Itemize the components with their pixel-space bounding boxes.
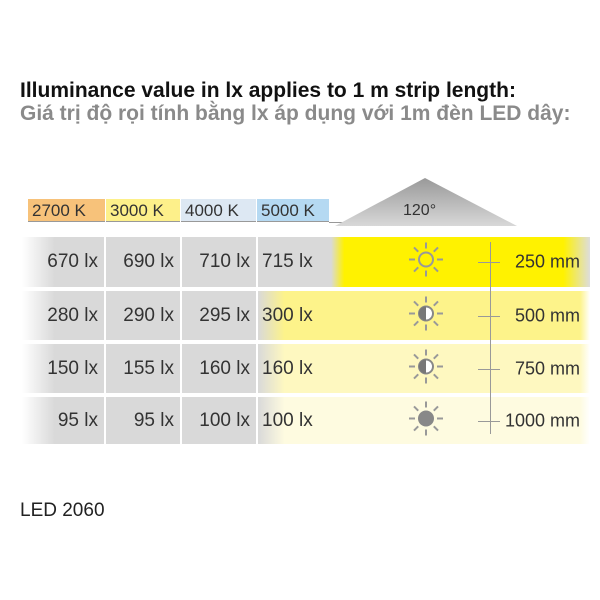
lux-value: 155 lx: [106, 344, 180, 393]
lux-value: 160 lx: [182, 344, 256, 393]
table-row: [22, 397, 590, 444]
title-english: Illuminance value in lx applies to 1 m strip length:: [20, 79, 516, 102]
lux-value: 100 lx: [258, 397, 590, 444]
swatch-4000k: 4000 K: [181, 199, 256, 222]
lux-value: 690 lx: [106, 237, 180, 287]
lux-value: 715 lx: [258, 237, 590, 287]
sun-dim-icon: [406, 398, 446, 443]
swatch-3000k: 3000 K: [106, 199, 180, 222]
axis-tick: [478, 316, 500, 317]
product-name: LED 2060: [20, 500, 105, 521]
lux-value: 100 lx: [182, 397, 256, 444]
beam-angle-label: 120°: [403, 202, 437, 219]
lux-value: 300 lx: [258, 291, 590, 340]
axis-tick: [478, 262, 500, 263]
lux-value: 290 lx: [106, 291, 180, 340]
lux-value: 95 lx: [106, 397, 180, 444]
swatch-5000k: 5000 K: [257, 199, 329, 222]
lux-value: 710 lx: [182, 237, 256, 287]
lux-value: 150 lx: [22, 344, 104, 393]
sun-half-icon: [406, 346, 446, 391]
lux-value: 280 lx: [22, 291, 104, 340]
distance-label: 250 mm: [514, 251, 580, 272]
lux-value: 160 lx: [258, 344, 590, 393]
distance-axis: [490, 242, 491, 434]
distance-label: 750 mm: [514, 358, 580, 378]
lux-value: 295 lx: [182, 291, 256, 340]
beam-triangle: [0, 0, 600, 240]
distance-label: 1000 mm: [504, 410, 580, 430]
table-row: [22, 237, 590, 287]
title-vietnamese: Giá trị độ rọi tính bằng lx áp dụng với 1m đèn LED dây:: [20, 102, 571, 125]
lux-value: 95 lx: [22, 397, 104, 444]
table-row: [22, 291, 590, 340]
sun-half-icon: [406, 293, 446, 338]
sun-bright-icon: [406, 240, 446, 285]
table-row: [22, 344, 590, 393]
axis-tick: [478, 369, 500, 370]
axis-tick: [478, 421, 500, 422]
distance-label: 500 mm: [514, 305, 580, 325]
lux-value: 670 lx: [22, 237, 104, 287]
swatch-2700k: 2700 K: [28, 199, 105, 222]
